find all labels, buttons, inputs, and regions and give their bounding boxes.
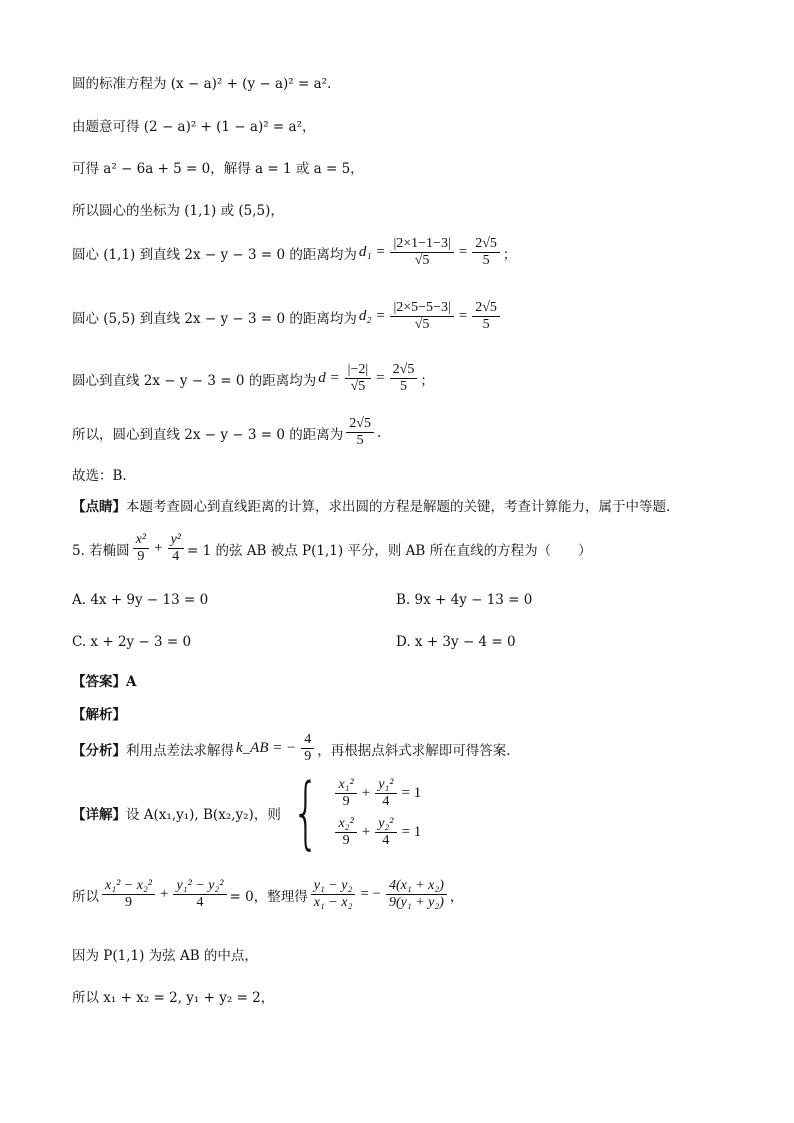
rhs: = 1	[401, 824, 422, 841]
text: 5. 若椭圆	[72, 542, 130, 559]
tag: 【分析】	[72, 742, 126, 759]
l6	[72, 300, 503, 333]
equals: =	[376, 370, 385, 387]
denominator: 5	[482, 317, 490, 333]
system-row: $\frac{\text{x₂²}}{9}$ + $\frac{\text{y₂²}}{4}$ = 1	[332, 816, 423, 849]
l4	[72, 199, 284, 219]
text: B. 9x + 4y − 13 = 0	[396, 592, 533, 608]
text: 所以圆心的坐标为 (1,1) 或 (5,5)，	[72, 203, 284, 219]
numerator: y₁² − y₂²	[173, 878, 226, 895]
denominator: 9	[342, 833, 350, 849]
text: 因为 P(1,1) 为弦 AB 的中点，	[72, 948, 258, 964]
fraction	[472, 236, 500, 269]
denominator: 9	[125, 895, 132, 911]
numerator: x₁² − x₂²	[102, 878, 155, 895]
denominator: 5	[356, 433, 364, 449]
text: 可得 a² − 6a + 5 = 0，解得 a = 1 或 a = 5，	[72, 161, 364, 177]
option-c	[72, 634, 191, 650]
denominator: 4	[382, 793, 390, 809]
l5	[72, 236, 516, 269]
denominator: 9	[342, 793, 350, 809]
numerator: |2×1−1−3|	[390, 236, 453, 253]
tag: 【详解】	[72, 807, 126, 823]
fraction	[301, 732, 314, 765]
text: 本题考查圆心到直线距离的计算，求出圆的方程是解题的关键，考查计算能力，属于中等题.	[126, 499, 671, 515]
punct: .	[376, 424, 382, 441]
system-row: $\frac{\text{x₁²}}{9}$ + $\frac{\text{y₁²}}{4}$ = 1	[332, 777, 423, 810]
text: 故选：B.	[72, 468, 127, 484]
l8	[72, 416, 381, 449]
fraction	[102, 878, 155, 911]
q5-stem	[72, 532, 592, 565]
fraction	[472, 300, 500, 333]
numerator: x₁²	[335, 777, 356, 794]
text: = 1 的弦 AB 被点 P(1,1) 平分，则 AB 所在直线的方程为（ ）	[186, 542, 592, 559]
text: D. x + 3y − 4 = 0	[396, 634, 516, 650]
fraction	[311, 878, 356, 911]
brace: {	[291, 768, 320, 858]
text: 【解析】	[72, 707, 126, 723]
answer	[72, 670, 136, 690]
text: 圆心 (5,5) 到直线 2x − y − 3 = 0 的距离均为	[72, 310, 357, 327]
numerator: x₂²	[335, 816, 356, 833]
punct: ；	[420, 372, 434, 389]
text: = 0，整理得	[229, 888, 308, 905]
numerator: 4(x₁ + x₂)	[386, 878, 447, 895]
text: ，再根据点斜式求解即可得答案.	[317, 742, 511, 759]
denominator: 4	[196, 895, 204, 911]
text: 【答案】A	[72, 674, 137, 690]
fraction	[168, 532, 184, 565]
numerator: x²	[133, 532, 149, 549]
numerator: 2√5	[390, 362, 418, 379]
text: 所以，圆心到直线 2x − y − 3 = 0 的距离为	[72, 426, 344, 443]
l7	[72, 362, 434, 395]
l10	[72, 495, 670, 515]
text: 所以 x₁ + x₂ = 2, y₁ + y₂ = 2，	[72, 990, 275, 1006]
denominator: 4	[172, 549, 180, 565]
numerator: |2×5−5−3|	[390, 300, 453, 317]
plus: +	[154, 540, 163, 557]
numerator: y²	[168, 532, 184, 549]
numerator: 4	[301, 732, 314, 749]
numerator: 2√5	[346, 416, 374, 433]
l-mid	[72, 944, 258, 964]
l-so: 所以 $\frac{\text{x₁² − x₂²}}{9}$ + $\frac{\text{y₁² − y₂²}}{4}$ = 0，整理得 $\frac{\text{y₁ − y₂}}{\text{x₁ − x₂}}$ = − $\frac{\text{4(x₁ + x₂)}}{\text{9(y₁ + y₂)}}$ ，	[72, 878, 464, 911]
denominator: 9(y₁ + y₂)	[388, 895, 444, 911]
text: 圆的标准方程为 (x − a)² + (y − a)² = a².	[72, 76, 332, 92]
l1	[72, 72, 331, 92]
fraction	[335, 816, 356, 849]
fraction	[386, 878, 447, 911]
text: A. 4x + 9y − 13 = 0	[72, 592, 209, 608]
option-b	[396, 592, 532, 608]
text: C. x + 2y − 3 = 0	[72, 634, 192, 650]
denominator: 9	[137, 549, 145, 565]
equals: =	[458, 308, 468, 325]
numerator: y₁²	[375, 777, 396, 794]
numerator: 2√5	[472, 236, 500, 253]
fraction	[375, 816, 396, 849]
numerator: y₁ − y₂	[311, 878, 356, 895]
l9	[72, 464, 127, 484]
var: d =	[318, 370, 340, 387]
fraction	[345, 362, 372, 395]
denominator: √5	[350, 379, 366, 395]
denominator: 4	[382, 833, 390, 849]
fraction	[375, 777, 396, 810]
var: d₁ =	[358, 244, 386, 261]
fraction	[390, 236, 453, 269]
option-a	[72, 592, 208, 608]
l-last	[72, 986, 274, 1006]
denominator: 5	[399, 379, 407, 395]
punct: ；	[502, 246, 517, 263]
analysis-tag	[72, 703, 126, 723]
fenxi	[72, 732, 511, 765]
denominator: x₁ − x₂	[313, 895, 353, 911]
denominator: √5	[414, 253, 430, 269]
rhs: = 1	[401, 784, 422, 801]
fraction	[335, 777, 356, 810]
var: d₂ =	[358, 308, 386, 325]
fraction	[173, 878, 226, 911]
fraction	[133, 532, 149, 565]
xiangjie	[72, 768, 423, 858]
system-rows	[332, 777, 423, 849]
text: 所以	[72, 888, 99, 905]
text: 设 A(x₁,y₁), B(x₂,y₂)，则	[126, 807, 281, 823]
numerator: 2√5	[472, 300, 500, 317]
numerator: |−2|	[345, 362, 372, 379]
fraction	[390, 300, 453, 333]
text: 利用点差法求解得	[126, 742, 234, 759]
denominator: 9	[304, 749, 312, 765]
numerator: y₂²	[375, 816, 396, 833]
option-d	[396, 634, 516, 650]
text: 圆心到直线 2x − y − 3 = 0 的距离均为	[72, 372, 317, 389]
equals: =	[458, 244, 468, 261]
punct: ，	[449, 888, 464, 905]
var: k_AB = −	[236, 740, 297, 757]
fraction	[346, 416, 374, 449]
tag: 【点睛】	[72, 499, 126, 515]
l2	[72, 115, 316, 135]
equation-system	[281, 768, 423, 858]
text: 由题意可得 (2 − a)² + (1 − a)² = a²，	[72, 119, 316, 135]
text: 圆心 (1,1) 到直线 2x − y − 3 = 0 的距离均为	[72, 246, 357, 263]
denominator: 5	[482, 253, 490, 269]
l3	[72, 157, 364, 177]
denominator: √5	[414, 317, 430, 333]
fraction	[390, 362, 418, 395]
equals: = −	[360, 886, 381, 903]
